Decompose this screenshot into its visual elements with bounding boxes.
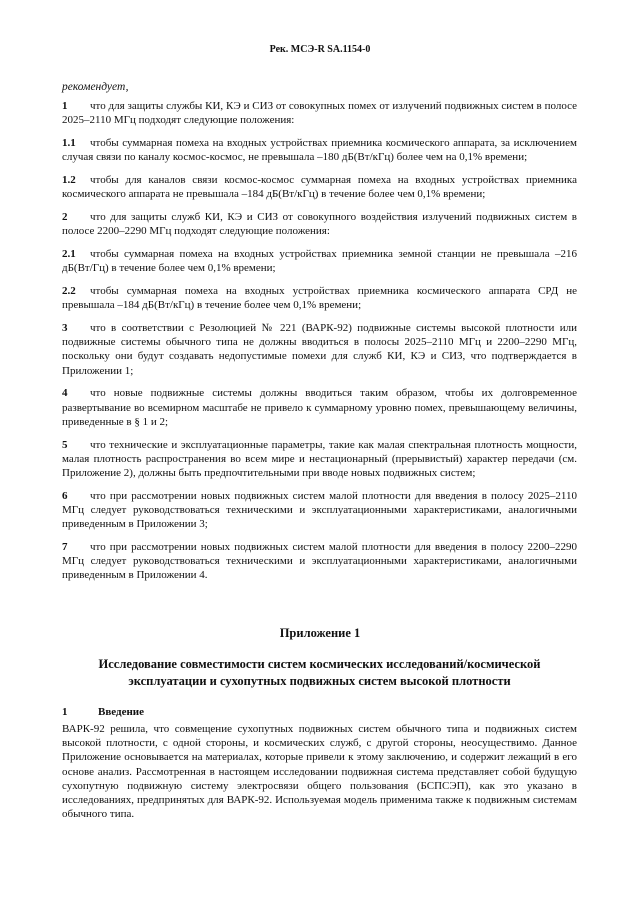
paragraph bbox=[62, 136, 577, 164]
paragraph bbox=[62, 489, 577, 532]
paragraph-number: 2 bbox=[62, 211, 68, 223]
paragraph-text: чтобы суммарная помеха на входных устройствах приемника космического аппарата, за исключением случая связи по каналу космос-космос, не превышала –180 дБ(Вт/кГц) более чем на 0,1% времени; bbox=[62, 137, 577, 164]
paragraph-text: что новые подвижные системы должны вводиться таким образом, чтобы их долговременное развертывание во всемирном масштабе не привело к суммарному уровню помех, превышающему величины, приведенные в § 1 и 2; bbox=[62, 387, 577, 428]
paragraph-number: 2.2 bbox=[62, 285, 76, 297]
paragraph-text: чтобы суммарная помеха на входных устройствах приемника земной станции не превышала –216 дБ(Вт/Гц) в течение более чем 0,1% времени; bbox=[62, 248, 577, 275]
introduction-text: ВАРК-92 решила, что совмещение сухопутных подвижных систем обычного типа и подвижных систем высокой плотности, с одной стороны, и космических служб, с другой стороны, неосуществимо. Данное Приложение основывается на материалах, которые привели к этому заключению, и содержит лежащий в его основе анализ. Рассмотренная в настоящем исследовании подвижная система представляет собой будущую сухопутную подвижную систему электросвязи общего пользования (БСПСЭП), как это указано в исследованиях, предпринятых для ВАРК-92. Используемая модель применима также к подвижным системам обычного типа. bbox=[62, 723, 577, 821]
paragraph bbox=[62, 247, 577, 275]
paragraph bbox=[62, 284, 577, 312]
paragraph-number: 2.1 bbox=[62, 248, 76, 260]
paragraph bbox=[62, 540, 577, 583]
paragraph-number: 7 bbox=[62, 541, 68, 554]
section-number: 1 bbox=[62, 706, 68, 718]
paragraph-text: что для защиты служб КИ, КЭ и СИЗ от совокупного воздействия излучений подвижных систем в полосе 2200–2290 МГц подходят следующие положения: bbox=[62, 211, 577, 238]
paragraph-number: 1.2 bbox=[62, 174, 76, 186]
section-heading bbox=[62, 706, 144, 718]
paragraph bbox=[62, 173, 577, 201]
paragraph-text: чтобы суммарная помеха на входных устройствах приемника космического аппарата СРД не превышала –184 дБ(Вт/кГц) в течение более чем 0,1% времени; bbox=[62, 285, 577, 312]
paragraph-number: 3 bbox=[62, 322, 68, 334]
recommendation-body bbox=[62, 99, 577, 591]
paragraph-number: 1 bbox=[62, 100, 68, 112]
paragraph bbox=[62, 321, 577, 378]
paragraph-number: 6 bbox=[62, 489, 68, 502]
annex-title: Приложение 1 bbox=[279, 626, 361, 640]
page-header: Рек. МСЭ-R SA.1154-0 bbox=[269, 44, 371, 55]
paragraph bbox=[62, 438, 577, 481]
paragraph bbox=[62, 386, 577, 429]
paragraph bbox=[62, 99, 577, 127]
annex-subtitle: Исследование совместимости систем космических исследований/космической эксплуатации и сухопутных подвижных систем высокой плотности bbox=[98, 657, 541, 688]
recommends-heading: рекомендует, bbox=[62, 81, 129, 93]
paragraph-text: что при рассмотрении новых подвижных систем малой плотности для введения в полосу 2200–2290 МГц следует руководствоваться техническими и эксплуатационными характеристиками, аналогичными приведенным в Приложении 4. bbox=[62, 541, 577, 582]
paragraph-text: что в соответствии с Резолюцией № 221 (ВАРК-92) подвижные системы высокой плотности или подвижные системы обычного типа не должны вводиться в полосы 2025–2110 МГц и 2200–2290 МГц, поскольку они будут создавать недопустимые помехи для служб КИ, КЭ и СИЗ, что подтверждается в Приложении 1; bbox=[62, 322, 577, 377]
paragraph-number: 5 bbox=[62, 438, 68, 451]
paragraph-text: что для защиты службы КИ, КЭ и СИЗ от совокупных помех от излучений подвижных систем в полосе 2025–2110 МГц подходят следующие положения: bbox=[62, 100, 577, 127]
paragraph-number: 1.1 bbox=[62, 137, 76, 149]
paragraph-number: 4 bbox=[62, 387, 68, 400]
paragraph-text: что при рассмотрении новых подвижных систем малой плотности для введения в полосу 2025–2110 МГц следует руководствоваться техническими и эксплуатационными характеристиками, аналогичными приведенным в Приложении 3; bbox=[62, 489, 577, 531]
paragraph bbox=[62, 210, 577, 238]
section-title: Введение bbox=[98, 706, 145, 718]
paragraph-text: чтобы для каналов связи космос-космос суммарная помеха на входных устройствах приемника космического аппарата не превышала –184 дБ(Вт/кГц) в течение более чем 0,1% времени; bbox=[62, 174, 577, 201]
paragraph-text: что технические и эксплуатационные параметры, такие как малая спектральная плотность мощности, малая плотность распространения во всем мире и нестационарный (прерывистый) характер передачи (см. Приложение 2), должны быть предпочтительными при вводе новых подвижных систем; bbox=[62, 438, 577, 480]
